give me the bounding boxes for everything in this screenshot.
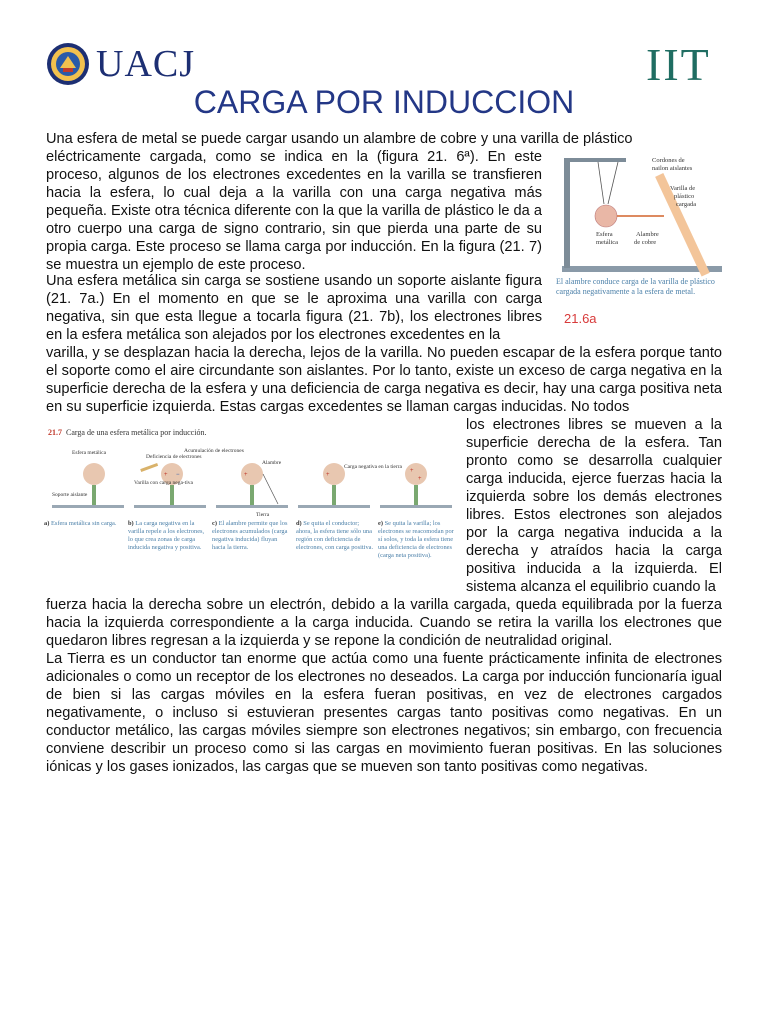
svg-text:Alambre: Alambre <box>636 231 659 238</box>
svg-text:metálica: metálica <box>596 239 619 246</box>
svg-text:Deficiencia de electrones: Deficiencia de electrones <box>146 454 202 460</box>
figure-21-6-ref: 21.6a <box>564 311 597 326</box>
sphere-a <box>83 463 105 485</box>
paragraph-1-wrapped: eléctricamente cargada, como se indica en la (figura 21. 6ª). En este proceso, algunos de los electrones excedentes en la varilla se transfieren hacia la esfera, lo cual deja a la varilla con una carga negativa más pequeña. Existe otra técnica diferente con la que la varilla de plástico le da a otro cuerpo una carga de signo contrario, sin que pierda una parte de su propia carga. Este proceso se llama carga por inducción. En la figura (21. 7) se muestra un ejemplo de este proceso. <box>46 149 542 273</box>
svg-text:+: + <box>164 472 168 478</box>
svg-text:Alambre: Alambre <box>262 460 282 466</box>
paragraph-3-full: fuerza hacia la derecha sobre un electrón, debido a la varilla cargada, queda equilibrada por la fuerza hacia la izquierda correspondiente a la carga inducida. Cuando se retira la varilla los electrones que quedaron libres regresan a la izquierda y se repone la condición de neutralidad original. <box>46 597 722 649</box>
metal-sphere <box>595 205 617 227</box>
figure-21-7-title: 21.7 Carga de una esfera metálica por inducción. <box>48 428 207 437</box>
figure-21-7 <box>44 424 458 574</box>
svg-text:Varilla de: Varilla de <box>670 185 696 192</box>
svg-text:Carga negativa en la tierra: Carga negativa en la tierra <box>344 464 402 470</box>
uacj-wordmark: UACJ <box>96 43 196 85</box>
page-title: CARGA POR INDUCCION <box>193 84 575 120</box>
svg-text:+: + <box>418 476 422 482</box>
svg-text:cargada: cargada <box>676 201 697 208</box>
paragraph-2-wrapped: Una esfera metálica sin carga se sostiene usando un soporte aislante figura (21. 7a.) En el momento en que se le aproxima una varilla con carga negativa, sin que esta llegue a tocarla figura (21. 7b), los electrones libres en la esfera metálica son alejados por los electrones excedentes en la <box>46 273 542 343</box>
panel-c-caption: c) El alambre permite que los electrones acumulados (carga negativa inducida) fluyan hacia la tierra. <box>212 520 288 551</box>
paragraph-3-wrapped: los electrones libres se mueven a la superficie derecha de la esfera. Tan pronto como se desarrolla cualquier carga inducida, ejerce fuerzas hacia la izquierda sobre los demás electrones libres. Estos electrones son alejados por la carga negativa inducida a la derecha y atraídos hacia la carga positiva inducida a la izquierda. El sistema alcanza el equilibrio cuando la <box>466 417 722 595</box>
uacj-logo <box>46 42 195 86</box>
support-arm <box>564 158 626 162</box>
svg-text:Cordones de: Cordones de <box>652 157 685 164</box>
svg-text:Acumulación de electrones: Acumulación de electrones <box>184 448 244 454</box>
svg-text:Esfera metálica: Esfera metálica <box>72 450 107 456</box>
university-seal-icon <box>46 42 90 86</box>
svg-text:+: + <box>326 472 330 478</box>
paragraph-1-line-1: Una esfera de metal se puede cargar usando un alambre de cobre y una varilla de plástico <box>46 131 633 147</box>
svg-text:Tierra: Tierra <box>256 512 270 518</box>
svg-text:+: + <box>410 468 414 474</box>
paragraph-4: La Tierra es un conductor tan enorme que actúa como una fuente prácticamente infinita de electrones adicionales o como un receptor de los electrones no deseados. La carga por inducción funcionaría igual de bien si las cargas móviles en la esfera fueran positivas, en vez de electrones cargados negativamente, o incluso si estuvieran presentes cargas tanto positivas como negativas. En un conductor metálico, las cargas móviles siempre son electrones negativos; sin embargo, con frecuencia conviene describir un proceso como si las cargas en movimiento fueran positivas. En las soluciones iónicas y los gases ionizados, las cargas que se mueven son tanto positivas como negativas. <box>46 651 722 775</box>
panel-e-caption: e) Se quita la varilla; los electrones se reacomodan por sí solos, y toda la esfera tiene una deficiencia de electrones (carga neta positiva). <box>378 520 454 559</box>
iit-logo: IIT <box>646 39 711 90</box>
support-rod <box>564 158 570 268</box>
panel-a-caption: a) Esfera metálica sin carga. <box>44 520 117 527</box>
svg-text:Soporte aislante: Soporte aislante <box>52 492 88 498</box>
figure-21-6-caption: El alambre conduce carga de la varilla de plástico cargada negativamente a la esfera de metal. <box>556 277 715 296</box>
svg-text:+: + <box>244 472 248 478</box>
panel-d-caption: d) Se quita el conductor; ahora, la esfera tiene sólo una región con deficiencia de electrones, con carga positiva. <box>296 520 374 551</box>
svg-text:Varilla con carga nega-tiva: Varilla con carga nega-tiva <box>134 480 193 486</box>
svg-text:plástico: plástico <box>674 193 695 200</box>
panel-b-caption: b) La carga negativa en la varilla repele a los electrones, lo que crea zonas de carga inducida negativa y positiva. <box>128 520 205 551</box>
svg-text:nailon aislantes: nailon aislantes <box>652 165 693 172</box>
paragraph-2-full: varilla, y se desplazan hacia la derecha, lejos de la varilla. No pueden escapar de la esfera porque tanto el soporte como el aire circundante son aislantes. Por lo tanto, existe un exceso de carga negativa en la superficie derecha de la esfera y una deficiencia de carga negativa es decir, hay una carga positiva neta en su superficie izquierda. Estas cargas excedentes se llaman cargas inducidas. No todos <box>46 345 722 415</box>
svg-text:de cobre: de cobre <box>634 239 657 246</box>
svg-text:Esfera: Esfera <box>596 231 613 238</box>
svg-text:−: − <box>176 472 180 478</box>
